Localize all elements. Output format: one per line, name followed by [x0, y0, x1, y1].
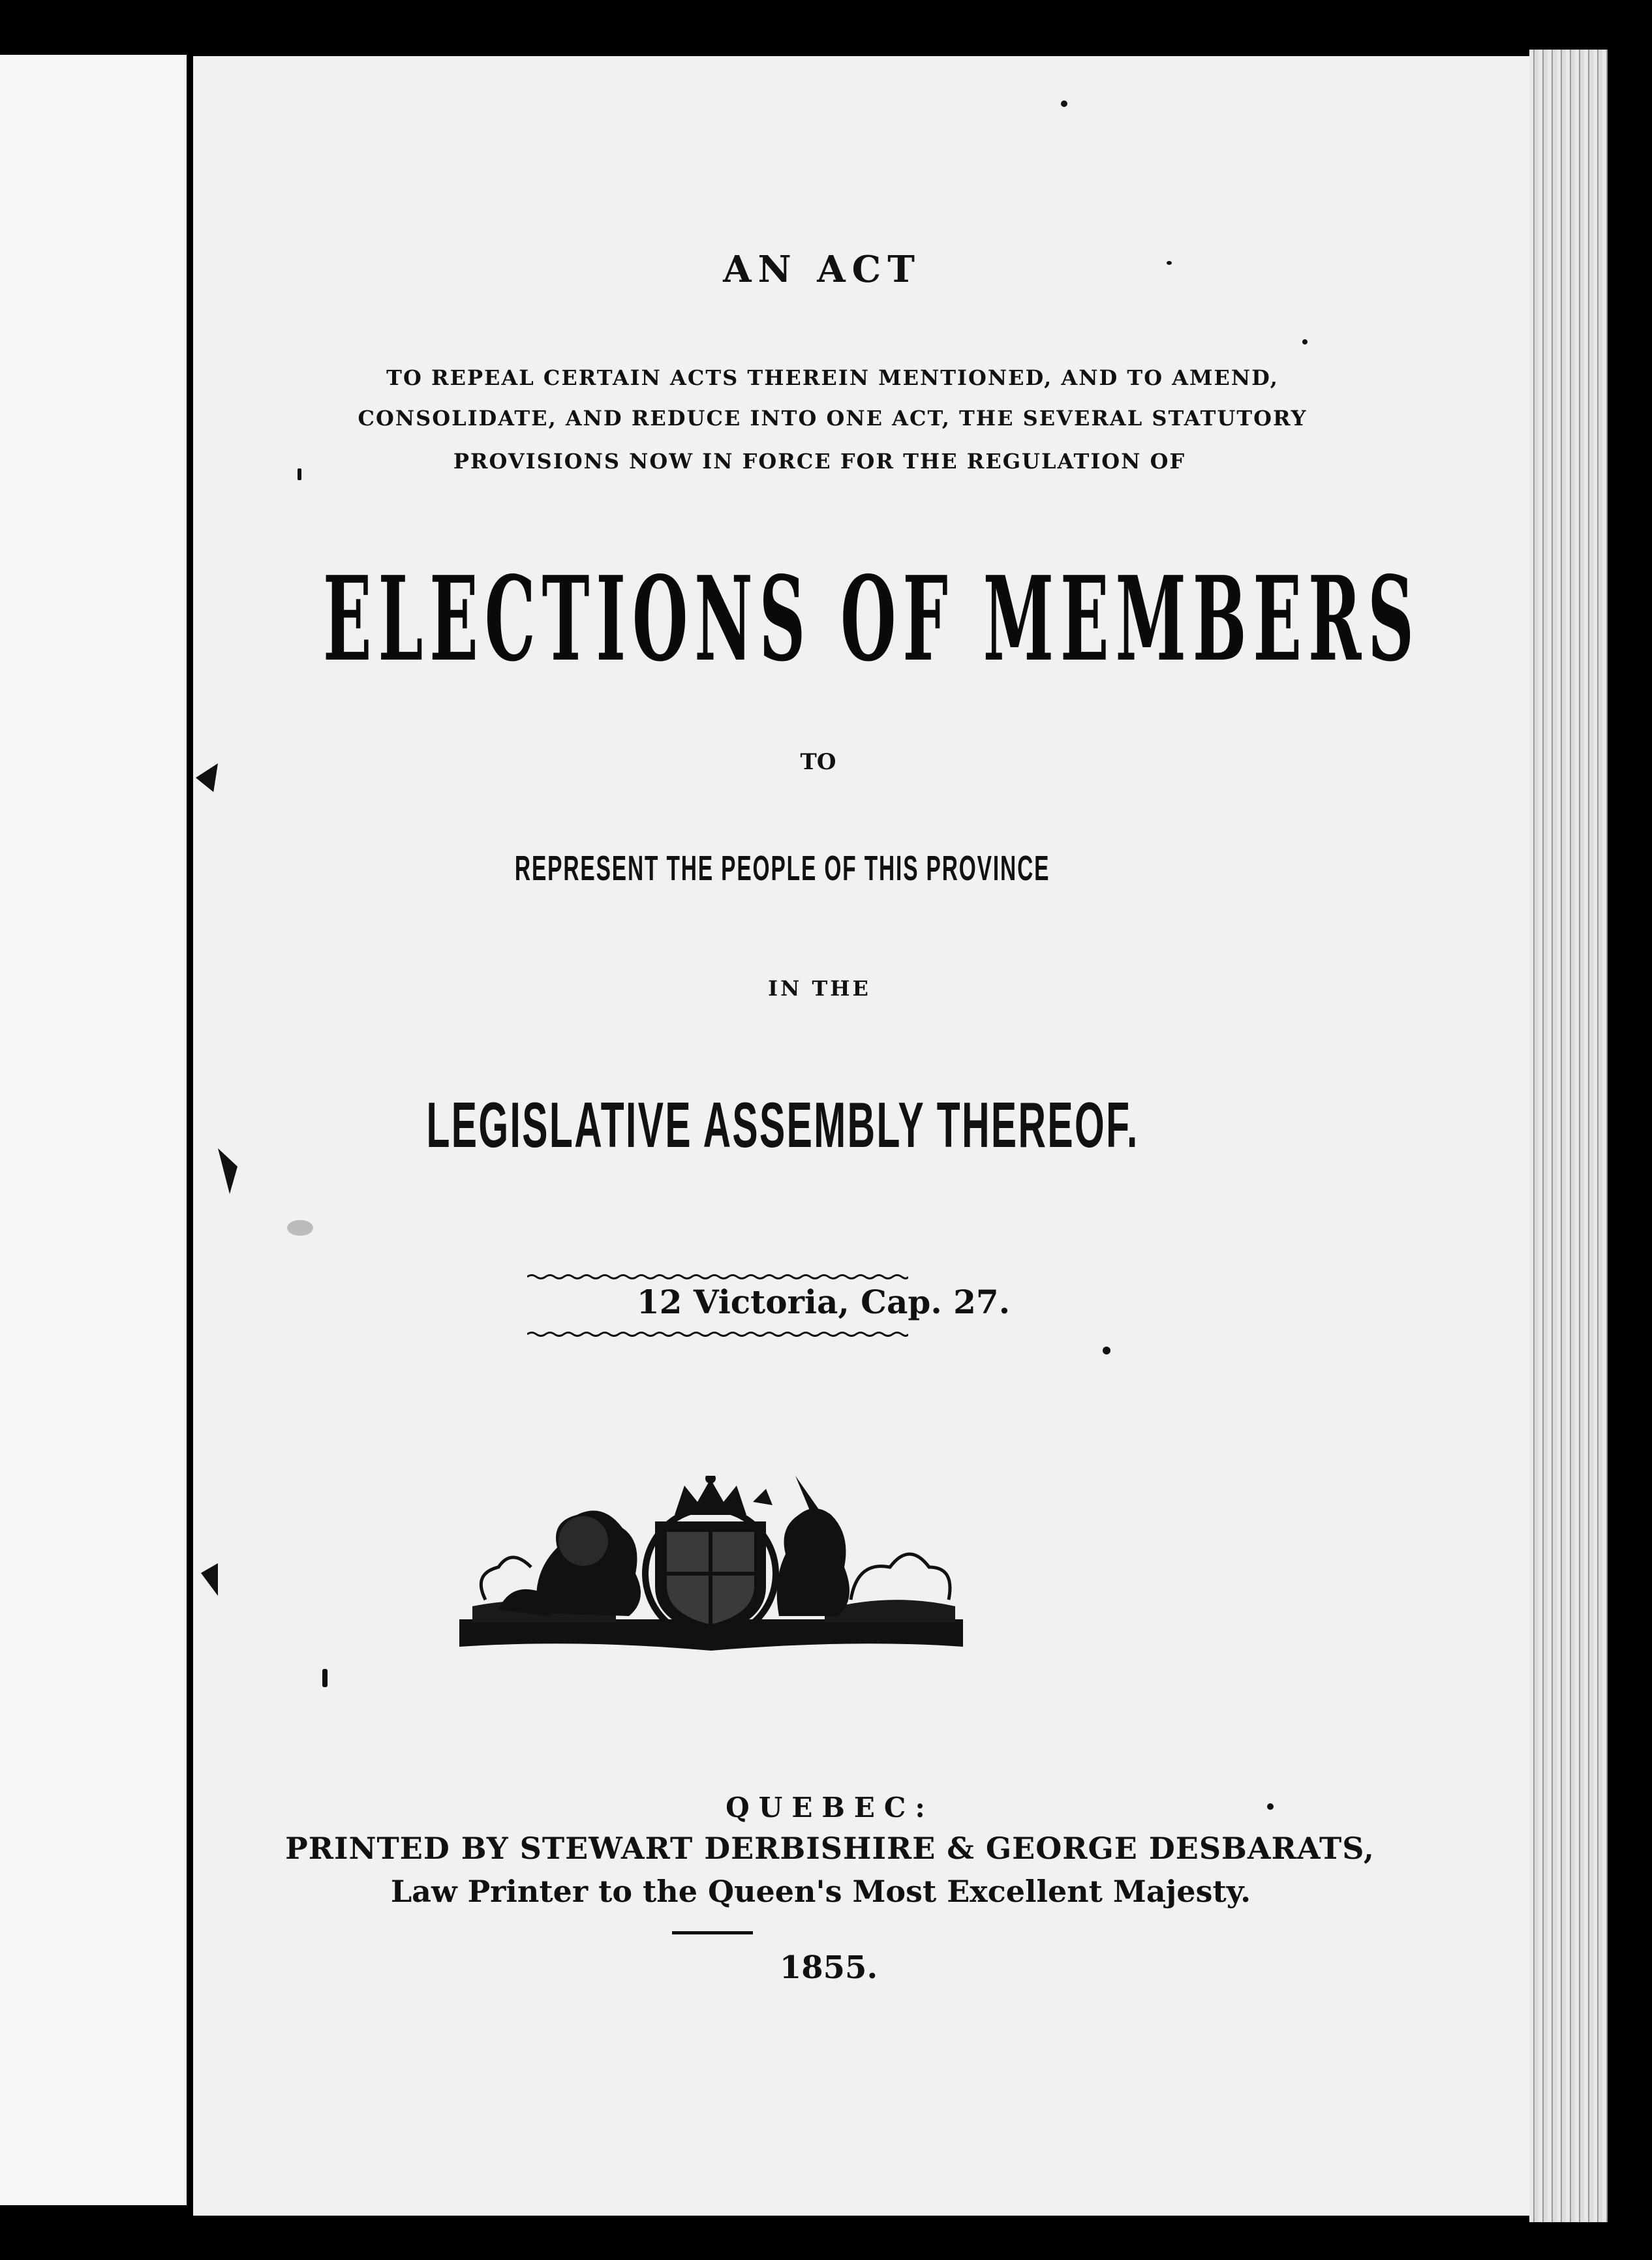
main-title: ELECTIONS OF MEMBERS [323, 551, 1420, 687]
wavy-rule-top [527, 1274, 908, 1280]
act-heading: AN ACT [723, 248, 921, 291]
act-subheading-line-3: PROVISIONS NOW IN FORCE FOR THE REGULATION OF [453, 449, 1186, 474]
scan-speck [287, 1220, 313, 1236]
citation: 12 Victoria, Cap. 27. [636, 1283, 1011, 1321]
to-text: TO [800, 749, 836, 775]
scan-speck [1167, 261, 1172, 265]
scan-speck [298, 468, 301, 480]
assembly-title: LEGISLATIVE ASSEMBLY THEREOF. [426, 1089, 1139, 1161]
scan-speck [1302, 339, 1308, 344]
imprint-printer-role: Law Printer to the Queen's Most Excellent Majesty. [390, 1874, 1251, 1909]
imprint-year: 1855. [779, 1949, 878, 1986]
imprint-rule [672, 1931, 753, 1934]
act-subheading-line-1: TO REPEAL CERTAIN ACTS THEREIN MENTIONED, AND TO AMEND, [386, 365, 1279, 390]
wavy-rule-bottom [527, 1331, 908, 1337]
act-subheading-line-2: CONSOLIDATE, AND REDUCE INTO ONE ACT, THE SEVERAL STATUTORY [358, 406, 1308, 431]
in-the-text: IN THE [768, 976, 871, 1001]
scan-speck [1103, 1347, 1110, 1354]
scan-speck [1267, 1803, 1274, 1810]
imprint-printer: PRINTED BY STEWART DERBISHIRE & GEORGE DESBARATS, [285, 1831, 1375, 1866]
scan-speck [1061, 100, 1067, 107]
coat-of-arms-icon [459, 1476, 963, 1666]
represent-text: REPRESENT THE PEOPLE OF THIS PROVINCE [514, 849, 1050, 888]
scan-speck [322, 1669, 328, 1687]
imprint-place: QUEBEC: [726, 1792, 934, 1824]
